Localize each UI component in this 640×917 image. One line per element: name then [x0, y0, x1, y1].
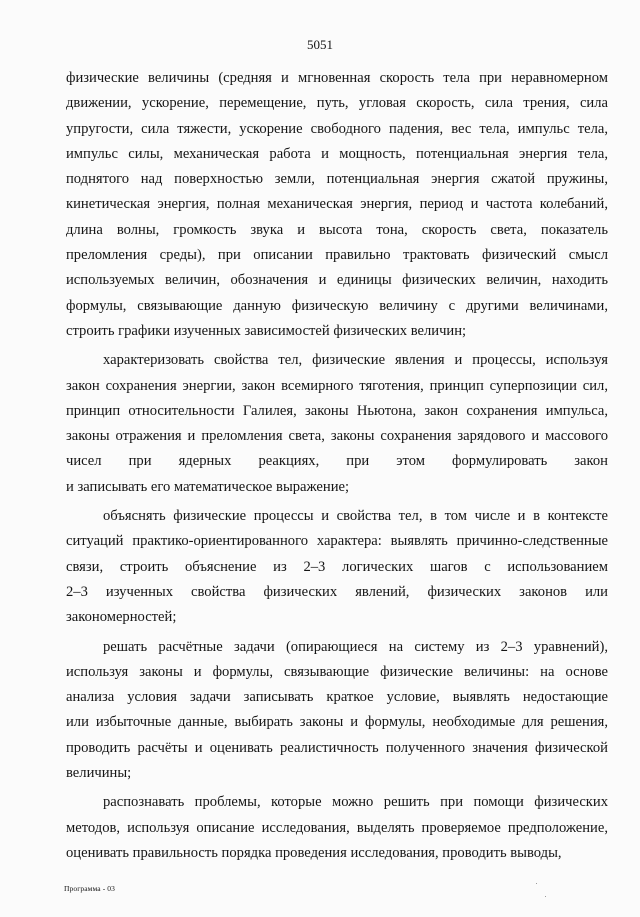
- text-line: характеризовать свойства тел, физические явления и процессы, используя: [103, 352, 608, 369]
- text-line: кинетическая энергия, полная механическая энергия, период и частота колебаний,: [66, 196, 608, 213]
- text-line: связи, строить объяснение из 2–3 логических шагов с использованием: [66, 558, 608, 575]
- text-line: методов, используя описание исследования, выделять проверяемое предположение,: [66, 819, 608, 836]
- scan-speck: [536, 883, 537, 884]
- text-line: используемых величин, обозначения и единицы физических величин, находить: [66, 272, 608, 289]
- text-line: объяснять физические процессы и свойства тел, в том числе и в контексте: [103, 508, 608, 525]
- paragraph: [66, 504, 608, 630]
- paragraph: [66, 790, 608, 866]
- text-line: ситуаций практико-ориентированного характера: выявлять причинно-следственные: [66, 533, 608, 550]
- text-line: физические величины (средняя и мгновенная скорость тела при неравномерном: [66, 70, 608, 86]
- text-line: величины;: [66, 765, 132, 782]
- text-line: чисел при ядерных реакциях, при этом формулировать закон: [66, 453, 608, 470]
- text-line: импульс силы, механическая работа и мощность, потенциальная энергия тела,: [66, 145, 608, 162]
- text-line: закон сохранения энергии, закон всемирного тяготения, принцип суперпозиции сил,: [66, 377, 608, 394]
- text-line: строить графики изученных зависимостей физических величин;: [66, 322, 467, 339]
- text-line: проводить расчёты и оценивать реалистичность полученного значения физической: [66, 739, 608, 756]
- text-line: формулы, связывающие данную физическую величину с другими величинами,: [66, 297, 608, 314]
- paragraph: [66, 66, 608, 344]
- text-line: используя законы и формулы, связывающие физические величины: на основе: [66, 663, 608, 680]
- text-line: движении, ускорение, перемещение, путь, угловая скорость, сила трения, сила: [66, 95, 608, 112]
- text-line: упругости, сила тяжести, ускорение свободного падения, вес тела, импульс тела,: [66, 120, 608, 137]
- text-line: и записывать его математическое выражение;: [66, 478, 350, 495]
- body-text: [66, 66, 608, 866]
- text-line: или избыточные данные, выбирать законы и формулы, необходимые для решения,: [66, 714, 608, 731]
- scan-speck: [545, 896, 546, 897]
- text-line: поднятого над поверхностью земли, потенциальная энергия сжатой пружины,: [66, 171, 608, 188]
- text-line: анализа условия задачи записывать краткое условие, выявлять недостающие: [66, 689, 608, 706]
- paragraph: [66, 348, 608, 500]
- text-line: оценивать правильность порядка проведения исследования, проводить выводы,: [66, 844, 562, 861]
- text-line: преломления среды), при описании правильно трактовать физический смысл: [66, 247, 608, 264]
- text-line: закономерностей;: [66, 609, 177, 626]
- text-line: 2–3 изученных свойства физических явлений, физических законов или: [66, 583, 608, 600]
- footer-label: Программа - 03: [64, 884, 115, 893]
- text-line: распознавать проблемы, которые можно решить при помощи физических: [103, 794, 608, 811]
- paragraph: [66, 635, 608, 787]
- text-line: принцип относительности Галилея, законы Ньютона, закон сохранения импульса,: [66, 402, 608, 419]
- text-line: длина волны, громкость звука и высота тона, скорость света, показатель: [66, 221, 608, 238]
- text-line: решать расчётные задачи (опирающиеся на систему из 2–3 уравнений),: [103, 638, 608, 655]
- page-number: 5051: [307, 37, 333, 52]
- text-line: законы отражения и преломления света, законы сохранения зарядового и массового: [66, 428, 608, 445]
